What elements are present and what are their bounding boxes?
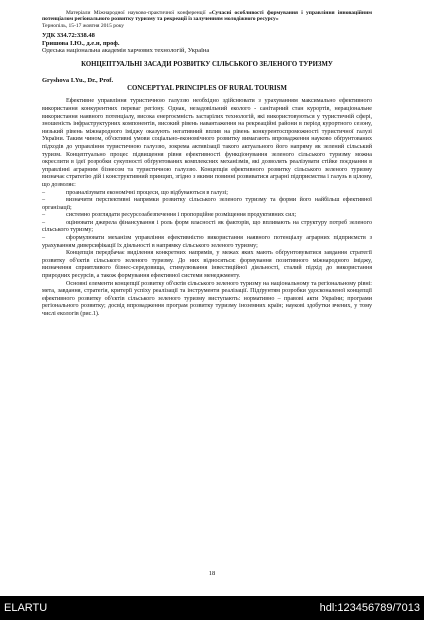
dash-bullet-icon: –	[42, 235, 46, 242]
list-item: – системно розглядати ресурсозабезпечення і пропорційне розміщення продуктивних сил;	[42, 212, 297, 219]
title-ukrainian: КОНЦЕПТУАЛЬНІ ЗАСАДИ РОЗВИТКУ СІЛЬСЬКОГО ЗЕЛЕНОГО ТУРИЗМУ	[81, 61, 333, 68]
body-paragraph-1: Ефективне управління туристичною галуззю необхідно здійснювати з урахуванням максимально ефективного використання конкурентних переваг регіону. Однак, незадовільний еколого - санітарний стан курортів, нераціональне використання наявного потенціалу, висока енергоємність застарілих технологій, які використовуються у туристичній сфері, зношеність інфраструктурних компонентів, високий рівень навантаження на рекреаційні райони в період курортного сезону, низький рівень міжнародного іміджу оказують негативний вплив на рівень конкурентоспроможності туристичної галузі України. Таким чином, об'єктивні умови соціально-економічного розвитку вимагають впровадження науково обґрунтованих підходів до управління туристичною галуззю, зокрема активізації такого актуального його напряму як зелений сільський туризм. Концептуально процес підвищення рівня ефективності функціонування зеленого сільського туризму можна окреслити в ідеї розробки сукупності обґрунтованих комплексних механізмів, які дозволять реалізувати стійке поєднання в управлінні аграрним бізнесом та туристичною галуззю. Концепція ефективного розвитку сільського зеленого туризму визначає стратегію дій і конструктивний принцип, згідно з якими повинні розвиватися аграрні підприємства і галузь в цілому, що дозволяє:	[42, 98, 372, 188]
repository-name: ELARTU	[4, 602, 48, 614]
page-number: 18	[208, 570, 216, 577]
body-paragraph-3: Основні елементи концепції розвитку об'єктів сільського зеленого туризму на національному та регіональному рівні: мета, завдання, стратегія, критерії успіху реалізації та інструменти реалізації. Підґрунтям розробки удосконаленої концепції ефективного розвитку об'єктів сільського зеленого туризму виступають: нормативно – правові акти України; програми регіонального розвитку; досвід впровадження програм розвитку туризму іноземних країн; наукові здобутки вчених, у тому числі екологів (рис.1).	[42, 280, 372, 318]
repository-footer	[0, 596, 424, 620]
list-item: – сформулювати механізм управління ефективністю використання наявного потенціалу аграрних підприємств з урахуванням диверсифікації їх діяльності в напрямку сільського зеленого туризму;	[42, 235, 372, 249]
udk-code: УДК 334.72:338.48	[42, 32, 95, 40]
conference-header	[42, 10, 372, 23]
dash-bullet-icon: –	[42, 189, 46, 196]
dash-bullet-icon: –	[42, 219, 46, 226]
title-english: CONCEPTYAL PRINCIPLES OF RURAL TOURISM	[127, 84, 287, 92]
dash-bullet-icon: –	[42, 212, 46, 219]
author-ukrainian: Гришова І.Ю., д.е.н, проф.	[42, 39, 120, 47]
list-item: – проаналізувати економічні процеси, що відбуваються в галузі;	[42, 189, 228, 196]
page-content	[42, 10, 372, 319]
conference-date: Тернопіль, 15-17 жовтня 2015 року	[42, 22, 125, 29]
conference-title: «Сучасні особливості формування і управління інноваційним потенціалом регіонального розвитку туризму та рекреації із залученням молодіжного ресурсу»	[42, 10, 373, 23]
list-item: – оцінювати джерела фінансування і роль форм власності як факторів, що впливають на структуру потреб зеленого сільського туризму;	[42, 219, 372, 234]
affiliation: Одеська національна академія харчових технологій, Україна	[42, 47, 210, 55]
list-item: – визначити перспективні напрямки розвитку сільського зеленого туризму та форми його найбільш ефективної організації;	[42, 197, 372, 211]
dash-bullet-icon: –	[42, 197, 46, 204]
body-paragraph-2: Концепція передбачає виділення конкретних напрямів, у межах яких мають обґрунтовуватися завдання стратегії розвитку об'єктів сільського зеленого туризму. До них відносяться: формування позитивного міжнародного іміджу, визначення сприятливого бізнес-середовища, стимулювання інвестиційної діяльності, сталий підхід до використання природних ресурсів, а також формування ефективної системи менеджменту.	[42, 250, 372, 280]
author-english: Gryshova I.Yu., Dr., Prof.	[42, 77, 114, 85]
handle-identifier[interactable]: hdl:123456789/7013	[319, 602, 420, 614]
conference-name: Матеріали Міжнародної науково-практичної конференції	[66, 10, 206, 16]
